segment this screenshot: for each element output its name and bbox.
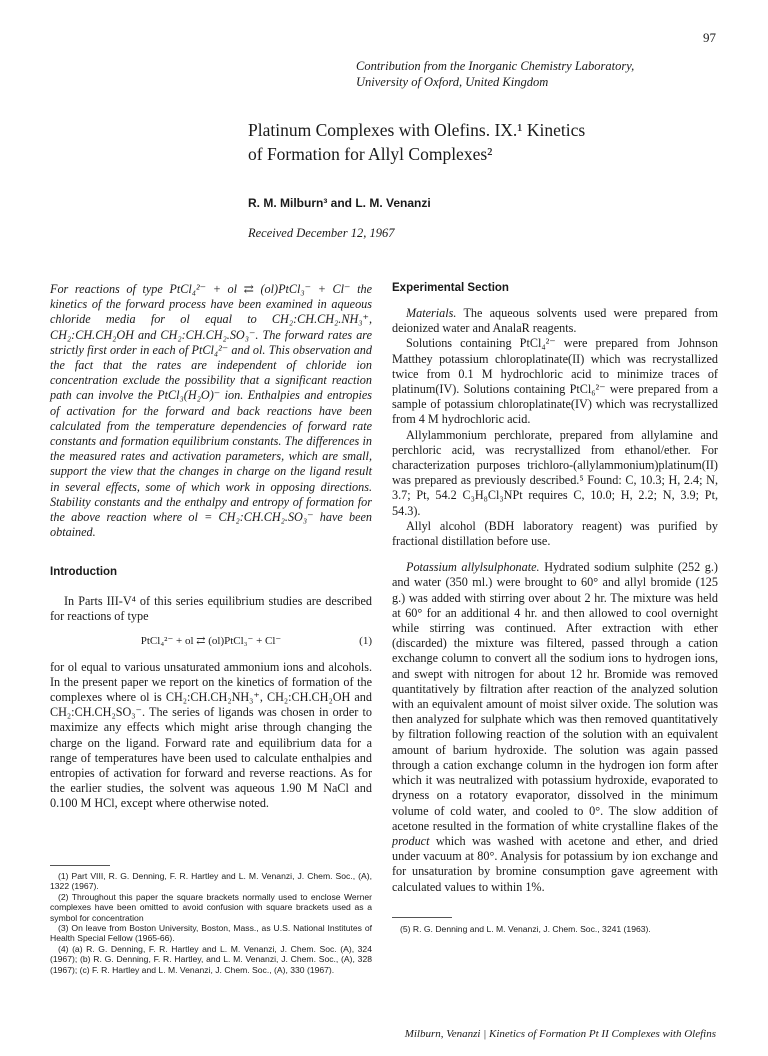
running-footer: Milburn, Venanzi | Kinetics of Formation Pt II Complexes with Olefins	[404, 1028, 716, 1040]
materials-text: The aqueous solvents used were prepared from deionized water and AnalaR reagents.	[392, 306, 718, 336]
introduction-paragraph-1: In Parts III-V⁴ of this series equilibrium studies are described for reactions of type	[50, 594, 372, 624]
abstract	[50, 282, 372, 540]
allyl-alcohol-paragraph: Allyl alcohol (BDH laboratory reagent) was purified by fractional distillation before use.	[392, 518, 718, 549]
equation-1	[50, 634, 372, 649]
allylammonium-paragraph: Allylammonium perchlorate, prepared from allylamine and perchloric acid, was recrystallized from ethanol/ether. For characterization purposes trichloro-(allylammonium)platinum(II) was prepared as previously described.⁵ Found: C, 10.3; H, 2.4; N, 3.7; Pt, 54.2 C₃H₈Cl₃NPt requires C, 10.0; H, 2.2; N, 3.9; Pt, 54.3).	[392, 427, 718, 518]
experimental-heading: Experimental Section	[392, 282, 509, 294]
materials-label: Materials.	[406, 306, 457, 320]
footnote-1: (1) Part VIII, R. G. Denning, F. R. Hartley and L. M. Venanzi, J. Chem. Soc., (A), 1322 (1967).	[50, 871, 372, 892]
allylsulphonate-paragraph	[392, 560, 718, 894]
affiliation-line-2: University of Oxford, United Kingdom	[356, 75, 549, 89]
footnote-divider-right	[392, 917, 452, 918]
platinum-solutions-paragraph: Solutions containing PtCl₄²⁻ were prepared from Johnson Matthey potassium chloroplatinate(II) which was recrystallized twice from 0.1 M hydrochloric acid to minimize traces of platinum(IV). Solutions containing PtCl₆²⁻ were prepared from a sample of potassium chloroplatinate(IV) which was recrystallized from 4 M hydrochloric acid.	[392, 336, 718, 427]
introduction-paragraph-2: for ol equal to various unsaturated ammonium ions and alcohols. In the present paper we report on the kinetics of formation of the complexes where ol is CH₂:CH.CH₂NH₃⁺, CH₂:CH.CH₂OH and CH₂:CH.CH₂SO₃⁻. The series of ligands was chosen in order to maximize any effects which might arise through changing the charge on the ligand. Forward rate and equilibrium data for a range of temperatures have been used to calculate enthalpies and entropies of activation for forward and reverse reactions. As for the earlier studies, the solvent was aqueous 1.90 M NaCl and 0.100 M HCl, except where otherwise noted.	[50, 659, 372, 811]
received-date: Received December 12, 1967	[248, 226, 395, 240]
introduction-heading: Introduction	[50, 566, 118, 578]
product-word: product	[392, 833, 430, 848]
paper-title	[248, 118, 718, 166]
introduction-body	[50, 594, 372, 812]
equation-number: (1)	[359, 635, 372, 648]
allylsulphonate-label: Potassium allylsulphonate.	[406, 560, 540, 575]
footnote-3: (3) On leave from Boston University, Boston, Mass., as U.S. National Institutes of Health Special Fellow (1965-66).	[50, 923, 372, 944]
title-line-2: of Formation for Allyl Complexes²	[248, 144, 493, 164]
allylsulphonate-tail: which was washed with acetone and ether, and dried under vacuum at 80°. Analysis for potassium by ion exchange and for unsaturation by bromine consumption gave agreement with calculated values to within 1%.	[392, 833, 718, 894]
page-number: 97	[703, 30, 716, 45]
footnote-5: (5) R. G. Denning and L. M. Venanzi, J. Chem. Soc., 3241 (1963).	[400, 924, 651, 934]
footnote-divider-left	[50, 865, 110, 866]
title-line-1: Platinum Complexes with Olefins. IX.¹ Kinetics	[248, 120, 586, 140]
equation-text: PtCl₄²⁻ + ol ⇄ (ol)PtCl₃⁻ + Cl⁻	[140, 635, 282, 648]
abstract-text: For reactions of type PtCl₄²⁻ + ol ⇄ (ol)PtCl₃⁻ + Cl⁻ the kinetics of the forward process have been examined in aqueous chloride media for ol equal to CH₂:CH.CH₂.NH₃⁺, CH₂:CH.CH₂OH and CH₂:CH.CH₂.SO₃⁻. The forward rates are strictly first order in each of PtCl₄²⁻ and ol. This observation and the fact that the rates are independent of chloride ion concentration exclude the possibility that a significant reaction path can involve the PtCl₃(H₂O)⁻ ion. Enthalpies and entropies of activation for the forward and back reactions have been calculated from the temperature dependencies of forward rate constants and formation equilibrium constants. The differences in the measured rates and activation parameters, which are small, support the view that the changes in charge on the ligand result in several effects, some of which work in opposing directions. Stability constants and the enthalpy and entropy of formation for the above reaction where ol = CH₂:CH.CH₂.SO₃⁻ have been obtained.	[50, 282, 372, 540]
authors: R. M. Milburn³ and L. M. Venanzi	[248, 196, 431, 210]
paragraph-gap	[392, 549, 718, 560]
footnotes-left	[50, 871, 372, 975]
affiliation	[356, 58, 716, 90]
experimental-body	[392, 306, 718, 895]
allylsulphonate-text: Hydrated sodium sulphite (252 g.) and water (350 ml.) were brought to 60° and allyl bromide (125 g.) was added with stirring over about 2 hr. The mixture was held at 60° for an additional 4 hr. and then allowed to cool overnight while stirring was continued. After extraction with ether (discarded) the mixture was filtered, passed through a cation exchange column to convert all the sodium ions to hydrogen ions, and swept with nitrogen for about 12 hr. Bromide was removed quantitatively by filtration after reaction of the analyzed solution with an equivalent amount of moist silver oxide. The solution was then analyzed for sulphate which was then removed quantitatively by filtration following reaction of the solution with an equivalent amount of barium hydroxide. The solution was again passed through a cation exchange column in the hydrogen ion form after which it was neutralized with potassium hydroxide, evaporated to dryness on a rotatory evaporator, dissolved in the minimum volume of cold water, and cooled to 0°. The slow addition of acetone resulted in the formation of white crystalline flakes of the	[392, 560, 718, 833]
affiliation-line-1: Contribution from the Inorganic Chemistry Laboratory,	[356, 59, 635, 73]
materials-paragraph	[392, 306, 718, 336]
footnote-2: (2) Throughout this paper the square brackets normally used to enclose Werner complexes have been omitted to avoid confusion with square brackets used as a symbol for concentration	[50, 891, 372, 923]
footnote-4: (4) (a) R. G. Denning, F. R. Hartley and L. M. Venanzi, J. Chem. Soc. (A), 324 (1967); (b) R. G. Denning, F. R. Hartley, and L. M. Venanzi, J. Chem. Soc., (A), 328 (1967); (c) F. R. Hartley and L. M. Venanzi, J. Chem. Soc., (A), 330 (1967).	[50, 943, 372, 975]
